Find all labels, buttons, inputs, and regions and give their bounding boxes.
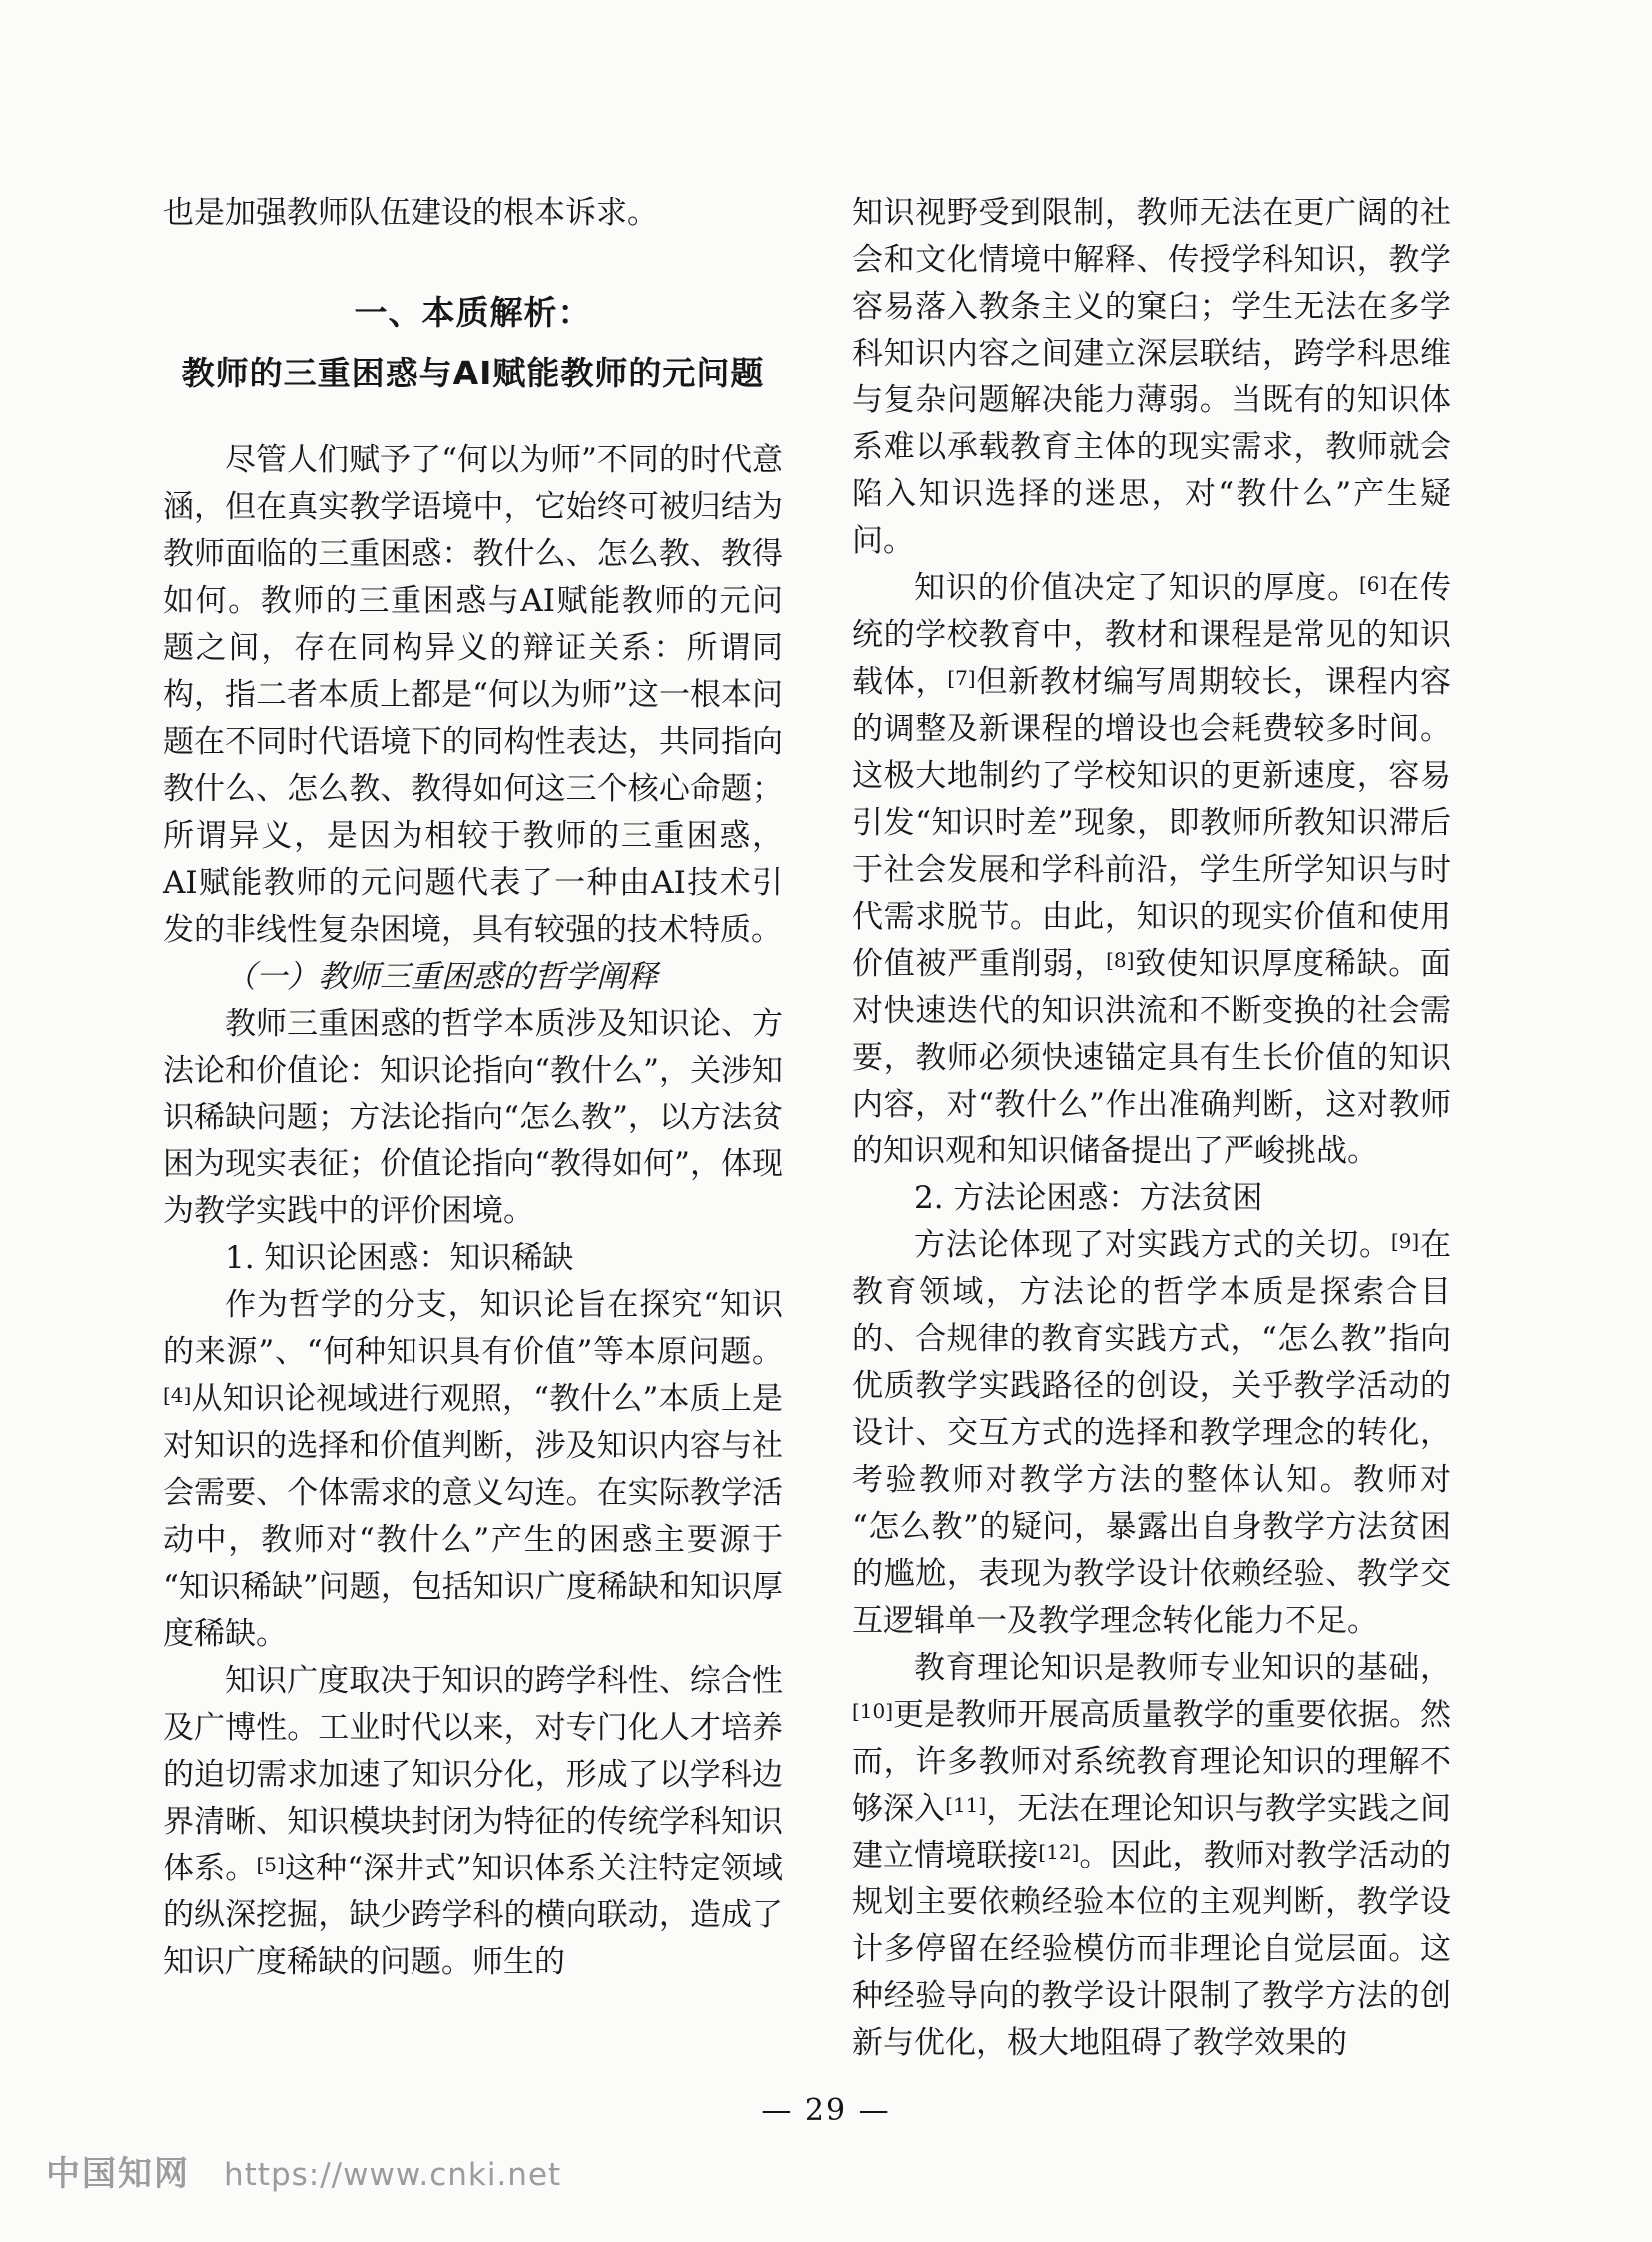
paragraph-continuation: 也是加强教师队伍建设的根本诉求。 xyxy=(163,195,658,231)
subsection-heading: （一）教师三重困惑的哲学阐释 xyxy=(225,959,658,995)
cnki-watermark xyxy=(46,2146,561,2195)
reference-marker: [10] xyxy=(852,1699,894,1723)
right-column xyxy=(852,190,1451,2067)
left-column xyxy=(163,190,783,2067)
paragraph: 教育理论知识是教师专业知识的基础，[10]更是教师开展高质量教学的重要依据。然而，许多教师对系统教育理论知识的理解不够深入[11]，无法在理论知识与教学实践之间建立情境联接[12]。因此，教师对教学活动的规划主要依赖经验本位的主观判断，教学设计多停留在经验模仿而非理论自觉层面。这种经验导向的教学设计限制了教学方法的创新与优化，极大地阻碍了教学效果的 xyxy=(852,1650,1451,2061)
paragraph: 方法论体现了对实践方式的关切。[9]在教育领域，方法论的哲学本质是探索合目的、合规律的教育实践方式，“怎么教”指向优质教学实践路径的创设，关乎教学活动的设计、交互方式的选择和教学理念的转化，考验教师对教学方法的整体认知。教师对“怎么教”的疑问，暴露出自身教学方法贫困的尴尬，表现为教学设计依赖经验、教学交互逻辑单一及教学理念转化能力不足。 xyxy=(852,1227,1452,1639)
paragraph: 知识广度取决于知识的跨学科性、综合性及广博性。工业时代以来，对专门化人才培养的迫切需求加速了知识分化，形成了以学科边界清晰、知识模块封闭为特征的传统学科知识体系。[5]这种“深井式”知识体系关注特定领域的纵深挖掘，缺少跨学科的横向联动，造成了知识广度稀缺的问题。师生的 xyxy=(163,1663,784,1980)
paragraph: 尽管人们赋予了“何以为师”不同的时代意涵，但在真实教学语境中，它始终可被归结为教师面临的三重困惑：教什么、怎么教、教得如何。教师的三重困惑与AI赋能教师的元问题之间，存在同构异义的辩证关系：所谓同构，指二者本质上都是“何以为师”这一根本问题在不同时代语境下的同构性表达，共同指向教什么、怎么教、教得如何这三个核心命题；所谓异义，是因为相较于教师的三重困惑，AI赋能教师的元问题代表了一种由AI技术引发的非线性复杂困境，具有较强的技术特质。 xyxy=(163,442,783,948)
section-heading-line: 一、本质解析： xyxy=(354,293,592,332)
reference-marker: [11] xyxy=(945,1793,987,1817)
paragraph-continuation: 知识视野受到限制，教师无法在更广阔的社会和文化情境中解释、传授学科知识，教学容易落入教条主义的窠臼；学生无法在多学科知识内容之间建立深层联结，跨学科思维与复杂问题解决能力薄弱。当既有的知识体系难以承载教育主体的现实需求，教师就会陷入知识选择的迷思，对“教什么”产生疑问。 xyxy=(852,195,1451,559)
page-footer xyxy=(0,2091,1652,2131)
reference-marker: [8] xyxy=(1106,948,1135,972)
page-body xyxy=(163,190,1451,2067)
cnki-url: https://www.cnki.net xyxy=(224,2157,562,2193)
reference-marker: [7] xyxy=(947,666,976,690)
reference-marker: [9] xyxy=(1390,1229,1420,1253)
numbered-subheading: 2. 方法论困惑：方法贫困 xyxy=(914,1180,1263,1216)
paragraph: 知识的价值决定了知识的厚度。[6]在传统的学校教育中，教材和课程是常见的知识载体，[7]但新教材编写周期较长，课程内容的调整及新课程的增设也会耗费较多时间。这极大地制约了学校知识的更新速度，容易引发“知识时差”现象，即教师所教知识滞后于社会发展和学科前沿，学生所学知识与时代需求脱节。由此，知识的现实价值和使用价值被严重削弱，[8]致使知识厚度稀缺。面对快速迭代的知识洪流和不断变换的社会需要，教师必须快速锚定具有生长价值的知识内容，对“教什么”作出准确判断，这对教师的知识观和知识储备提出了严峻挑战。 xyxy=(852,570,1452,1169)
page-number: — 29 — xyxy=(761,2093,891,2128)
reference-marker: [4] xyxy=(163,1383,192,1407)
section-heading xyxy=(163,282,783,403)
paragraph: 教师三重困惑的哲学本质涉及知识论、方法论和价值论：知识论指向“教什么”，关涉知识稀缺问题；方法论指向“怎么教”，以方法贫困为现实表征；价值论指向“教得如何”，体现为教学实践中的评价困境。 xyxy=(163,1006,783,1229)
cnki-logo-text: 中国知网 xyxy=(46,2154,190,2194)
paragraph: 作为哲学的分支，知识论旨在探究“知识的来源”、“何种知识具有价值”等本原问题。[4]从知识论视域进行观照，“教什么”本质上是对知识的选择和价值判断，涉及知识内容与社会需要、个体需求的意义勾连。在实际教学活动中，教师对“教什么”产生的困惑主要源于“知识稀缺”问题，包括知识广度稀缺和知识厚度稀缺。 xyxy=(163,1287,783,1652)
reference-marker: [12] xyxy=(1038,1840,1080,1864)
reference-marker: [6] xyxy=(1358,572,1388,596)
reference-marker: [5] xyxy=(256,1853,285,1876)
section-heading-line: 教师的三重困惑与AI赋能教师的元问题 xyxy=(181,354,765,392)
numbered-subheading: 1. 知识论困惑：知识稀缺 xyxy=(225,1240,574,1276)
